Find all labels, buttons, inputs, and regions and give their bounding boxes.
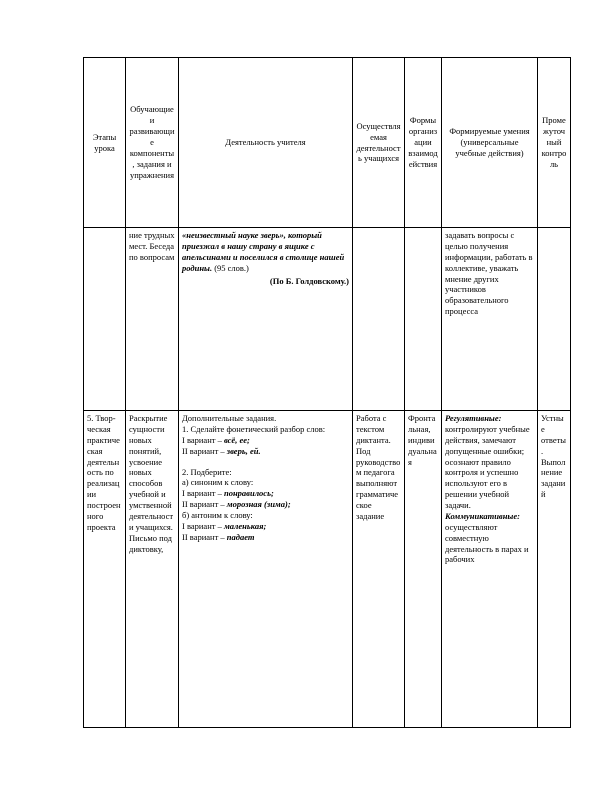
variant1-label: I вариант – bbox=[182, 520, 224, 531]
header-cell-control bbox=[538, 58, 571, 228]
header-forms-label: Формы организации взаимодействия bbox=[408, 115, 438, 169]
r2-forms-text: Фронтальная, индивидуальная bbox=[408, 413, 437, 467]
variant2-label: II вариант – bbox=[182, 499, 227, 510]
table-header-row bbox=[84, 58, 571, 228]
r2-teacher-task1-variant2 bbox=[182, 446, 349, 457]
r2-teacher-task2b: б) антоним к слову: bbox=[182, 510, 253, 520]
r2-control-text: Устные ответы. Выполнение заданий bbox=[541, 413, 567, 500]
r2-student-text: Работа с текстом диктанта. Под руководством педагога выполняют грамматическое задание bbox=[356, 413, 401, 521]
r2-teacher-title: Дополнительные задания. bbox=[182, 413, 277, 423]
r2-teacher-task1-variant1 bbox=[182, 435, 349, 446]
cell-r1-components bbox=[126, 228, 179, 411]
r2-teacher-task2b-variant1 bbox=[182, 521, 349, 532]
cell-r1-control bbox=[538, 228, 571, 411]
r2-stage-text: 5. Твор-ческая практическая деятельность по реализации построенного проекта bbox=[87, 413, 121, 532]
r2-teacher-task2: 2. Подберите: bbox=[182, 466, 232, 477]
r2-skills-communicative-text: осуществляют совместную деятельность в парах и рабочих bbox=[445, 521, 529, 565]
table-row-continuation bbox=[84, 228, 571, 411]
cell-r2-stage bbox=[84, 411, 126, 728]
header-cell-forms bbox=[405, 58, 442, 228]
r2-skills-regulative-text: контролируют учебные действия, замечают допущенные ошибки; осознают правило контроля и успешно используют его в решении учебной задачи. bbox=[445, 423, 530, 510]
cell-r2-teacher bbox=[179, 411, 353, 728]
r2-teacher-task2b-variant2 bbox=[182, 532, 349, 543]
cell-r2-control bbox=[538, 411, 571, 728]
r1-components-text: ние трудных мест. Беседа по вопросам bbox=[129, 230, 175, 262]
r2-teacher-task2a-variant2 bbox=[182, 499, 349, 510]
table-row-stage5 bbox=[84, 411, 571, 728]
header-cell-skills bbox=[442, 58, 538, 228]
cell-r1-student bbox=[353, 228, 405, 411]
header-components-label: Обучающие и развивающие компоненты, задания и упражнения bbox=[129, 104, 175, 180]
header-stage-label: Этапы урока bbox=[92, 131, 117, 153]
cell-r1-forms bbox=[405, 228, 442, 411]
variant1-value: всё, ее; bbox=[223, 434, 250, 445]
header-teacher-label: Деятельность учителя bbox=[225, 137, 306, 148]
header-student-label: Осуществляемая деятельность учащихся bbox=[356, 120, 401, 164]
r2-skills-regulative-label: Регулятивные: bbox=[445, 413, 502, 423]
r2-teacher-task1: 1. Сделайте фонетический разбор слов: bbox=[182, 423, 326, 434]
variant1-value: понравилось; bbox=[223, 488, 274, 499]
variant2-value: зверь, ей. bbox=[226, 445, 261, 456]
r1-teacher-wordcount: (95 слов.) bbox=[212, 262, 249, 273]
variant1-value: маленькая; bbox=[223, 520, 267, 531]
header-cell-student bbox=[353, 58, 405, 228]
cell-r2-components bbox=[126, 411, 179, 728]
header-cell-stage bbox=[84, 58, 126, 228]
variant1-label: I вариант – bbox=[182, 488, 224, 499]
variant2-label: II вариант – bbox=[182, 531, 227, 542]
r1-teacher-attribution-line bbox=[182, 276, 349, 287]
r1-teacher-quote-line bbox=[182, 230, 349, 274]
r1-skills-text: задавать вопросы с целью получения информации, работать в коллективе, уважать мнение других участников образовательного процесса bbox=[445, 230, 533, 317]
header-cell-components bbox=[126, 58, 179, 228]
header-cell-teacher bbox=[179, 58, 353, 228]
r2-skills-communicative-label: Коммуникативные: bbox=[445, 510, 520, 521]
variant2-value: морозная (зима); bbox=[226, 499, 291, 510]
cell-r1-stage bbox=[84, 228, 126, 411]
cell-r2-forms bbox=[405, 411, 442, 728]
variant2-label: II вариант – bbox=[182, 445, 227, 456]
cell-r2-student bbox=[353, 411, 405, 728]
r1-teacher-quote: «неизвестный науке зверь», который приезжал в нашу страну в ящике с апельсинами и поселился в столице нашей родины. bbox=[182, 230, 345, 273]
r2-teacher-task2a: а) синоним к слову: bbox=[182, 477, 254, 488]
r2-teacher-task2a-variant1 bbox=[182, 488, 349, 499]
cell-r1-skills bbox=[442, 228, 538, 411]
variant2-value: падает bbox=[226, 531, 255, 542]
header-skills-label: Формируемые умения (универсальные учебные действия) bbox=[449, 126, 530, 158]
header-control-label: Промежуточный контроль bbox=[541, 115, 567, 169]
cell-r1-teacher bbox=[179, 228, 353, 411]
r1-teacher-attribution: (По Б. Голдовскому.) bbox=[269, 275, 349, 286]
variant1-label: I вариант – bbox=[182, 434, 224, 445]
r2-components-text: Раскрытие сущности новых понятий, усвоение новых способов учебной и умственной деятельности учащихся. Письмо под диктовку, bbox=[129, 413, 174, 554]
lesson-plan-table bbox=[83, 57, 571, 728]
cell-r2-skills bbox=[442, 411, 538, 728]
